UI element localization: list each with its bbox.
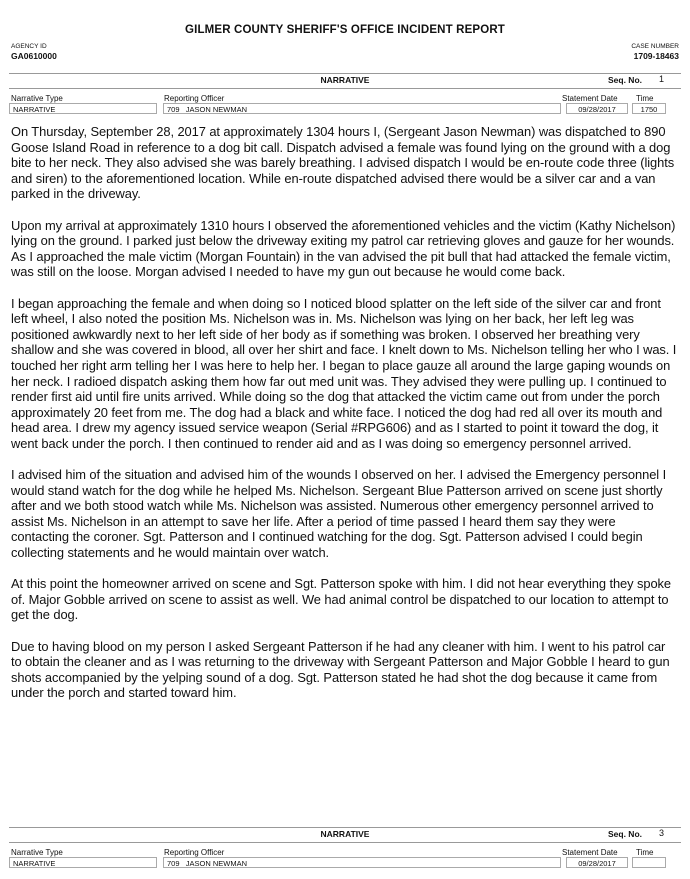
narrative-fields-row bbox=[9, 848, 681, 870]
case-number-block bbox=[631, 43, 679, 62]
agency-id-label: AGENCY ID bbox=[11, 43, 47, 50]
narrative-paragraph: Upon my arrival at approximately 1310 hours I observed the aforementioned vehicles and the victim (Kathy Nichelson) lying on the ground. I parked just below the driveway exiting my patrol car retrieving gloves and gauze for her wounds. As I approached the male victim (Morgan Fountain) in the van advised the pit bull that had attacked the female victim, was still on the loose. Morgan advised I needed to have my gun out because he would come back. bbox=[11, 217, 676, 280]
time-label: Time bbox=[636, 94, 654, 103]
case-number-value: 1709-18463 bbox=[633, 51, 679, 61]
narrative-section-bar bbox=[9, 827, 681, 843]
agency-id-block bbox=[11, 43, 57, 62]
officer-id: 709 bbox=[167, 105, 180, 114]
time-field bbox=[632, 857, 666, 868]
officer-id: 709 bbox=[167, 859, 180, 868]
statement-date-label: Statement Date bbox=[562, 848, 618, 857]
seq-no-value: 1 bbox=[659, 74, 665, 84]
officer-name: JASON NEWMAN bbox=[185, 859, 248, 868]
statement-date-field: 09/28/2017 bbox=[566, 103, 628, 114]
report-title: GILMER COUNTY SHERIFF'S OFFICE INCIDENT REPORT bbox=[185, 24, 505, 36]
narrative-section-bar bbox=[9, 73, 681, 89]
section-title: NARRATIVE bbox=[320, 75, 370, 85]
narrative-fields-row bbox=[9, 94, 681, 116]
reporting-officer-field bbox=[163, 857, 561, 868]
section-title: NARRATIVE bbox=[320, 829, 370, 839]
narrative-type-field: NARRATIVE bbox=[9, 857, 157, 868]
narrative-paragraph: On Thursday, September 28, 2017 at approximately 1304 hours I, (Sergeant Jason Newman) was dispatched to 890 Goose Island Road in reference to a dog bit call. Dispatch advised a female was found lying on the ground with a dog bite to her neck. They also advised she was barely breathing. I advised dispatch I would be en-route code three (lights and siren) to the aforementioned location. While en-route dispatched advised there would be a silver car and a van parked in the driveway. bbox=[11, 124, 675, 202]
time-label: Time bbox=[636, 848, 654, 857]
statement-date-label: Statement Date bbox=[562, 94, 618, 103]
narrative-type-label: Narrative Type bbox=[11, 848, 63, 857]
reporting-officer-label: Reporting Officer bbox=[164, 848, 225, 857]
officer-name: JASON NEWMAN bbox=[185, 105, 248, 114]
narrative-paragraph: I advised him of the situation and advised him of the wounds I observed on her. I advised the Emergency personnel I would stand watch for the dog while he helped Ms. Nichelson. Sergeant Blue Patterson arrived on scene just shortly after and we both stood watch while Ms. Nichelson was assisted. Numerous other emergency personnel arrived to assist Ms. Nichelson in an attempt to save her life. After a period of time passed I heard them say they were contacting the coroner. Sgt. Patterson and I continued watching for the dog. Sgt. Patterson advised I could begin collecting statements and he would maintain over watch. bbox=[11, 467, 667, 561]
agency-id-value: GA0610000 bbox=[11, 51, 57, 61]
case-number-label: CASE NUMBER bbox=[631, 43, 679, 50]
narrative-paragraph: Due to having blood on my person I asked Sergeant Patterson if he had any cleaner with him. I went to his patrol car to obtain the cleaner and as I was returning to the driveway with Sergeant Patterson and Major Gobble I heard to gun shots accompanied by the yelping sound of a dog. Sgt. Patterson stated he had shot the dog because it came from under the porch and started toward him. bbox=[11, 638, 670, 701]
reporting-officer-label: Reporting Officer bbox=[164, 94, 225, 103]
statement-date-field: 09/28/2017 bbox=[566, 857, 628, 868]
narrative-paragraph: At this point the homeowner arrived on scene and Sgt. Patterson spoke with him. I did not hear everything they spoke of. Major Gobble arrived on scene to assist as well. We had animal control be dispatched to our location to attempt to get the dog. bbox=[11, 576, 671, 623]
reporting-officer-field bbox=[163, 103, 561, 114]
seq-no-label: Seq. No. bbox=[608, 829, 643, 839]
narrative-body bbox=[11, 124, 677, 717]
time-field: 1750 bbox=[632, 103, 666, 114]
narrative-type-label: Narrative Type bbox=[11, 94, 63, 103]
narrative-type-field: NARRATIVE bbox=[9, 103, 157, 114]
seq-no-value: 3 bbox=[659, 828, 665, 838]
seq-no-label: Seq. No. bbox=[608, 75, 643, 85]
narrative-paragraph: I began approaching the female and when doing so I noticed blood splatter on the left side of the silver car and front left wheel, I also noted the position Ms. Nichelson was in. Ms. Nichelson was lying on her back, her left leg was positioned awkwardly next to her left side of her body as if something was broken. I observed her breathing very shallow and she was covered in blood, all over her shirt and face. I knelt down to Ms. Nichelson telling her who I was. I touched her right arm telling her I was here to help her. I began to place gauze all around the large gaping wounds on her neck. I radioed dispatch asking them how far out med unit was. They advised they were pulling up. I continued to render first aid until fire units arrived. While doing so the dog that attacked the victim came out from under the porch approximately 20 feet from me. The dog had a black and white face. I noticed the dog had red all over its mouth and head area. I drew my agency issued service weapon (Serial #RPG606) and as I started to point it toward the dog, it went back under the porch. I then continued to render aid and as I was doing so emergency personnel arrived. bbox=[11, 295, 677, 451]
